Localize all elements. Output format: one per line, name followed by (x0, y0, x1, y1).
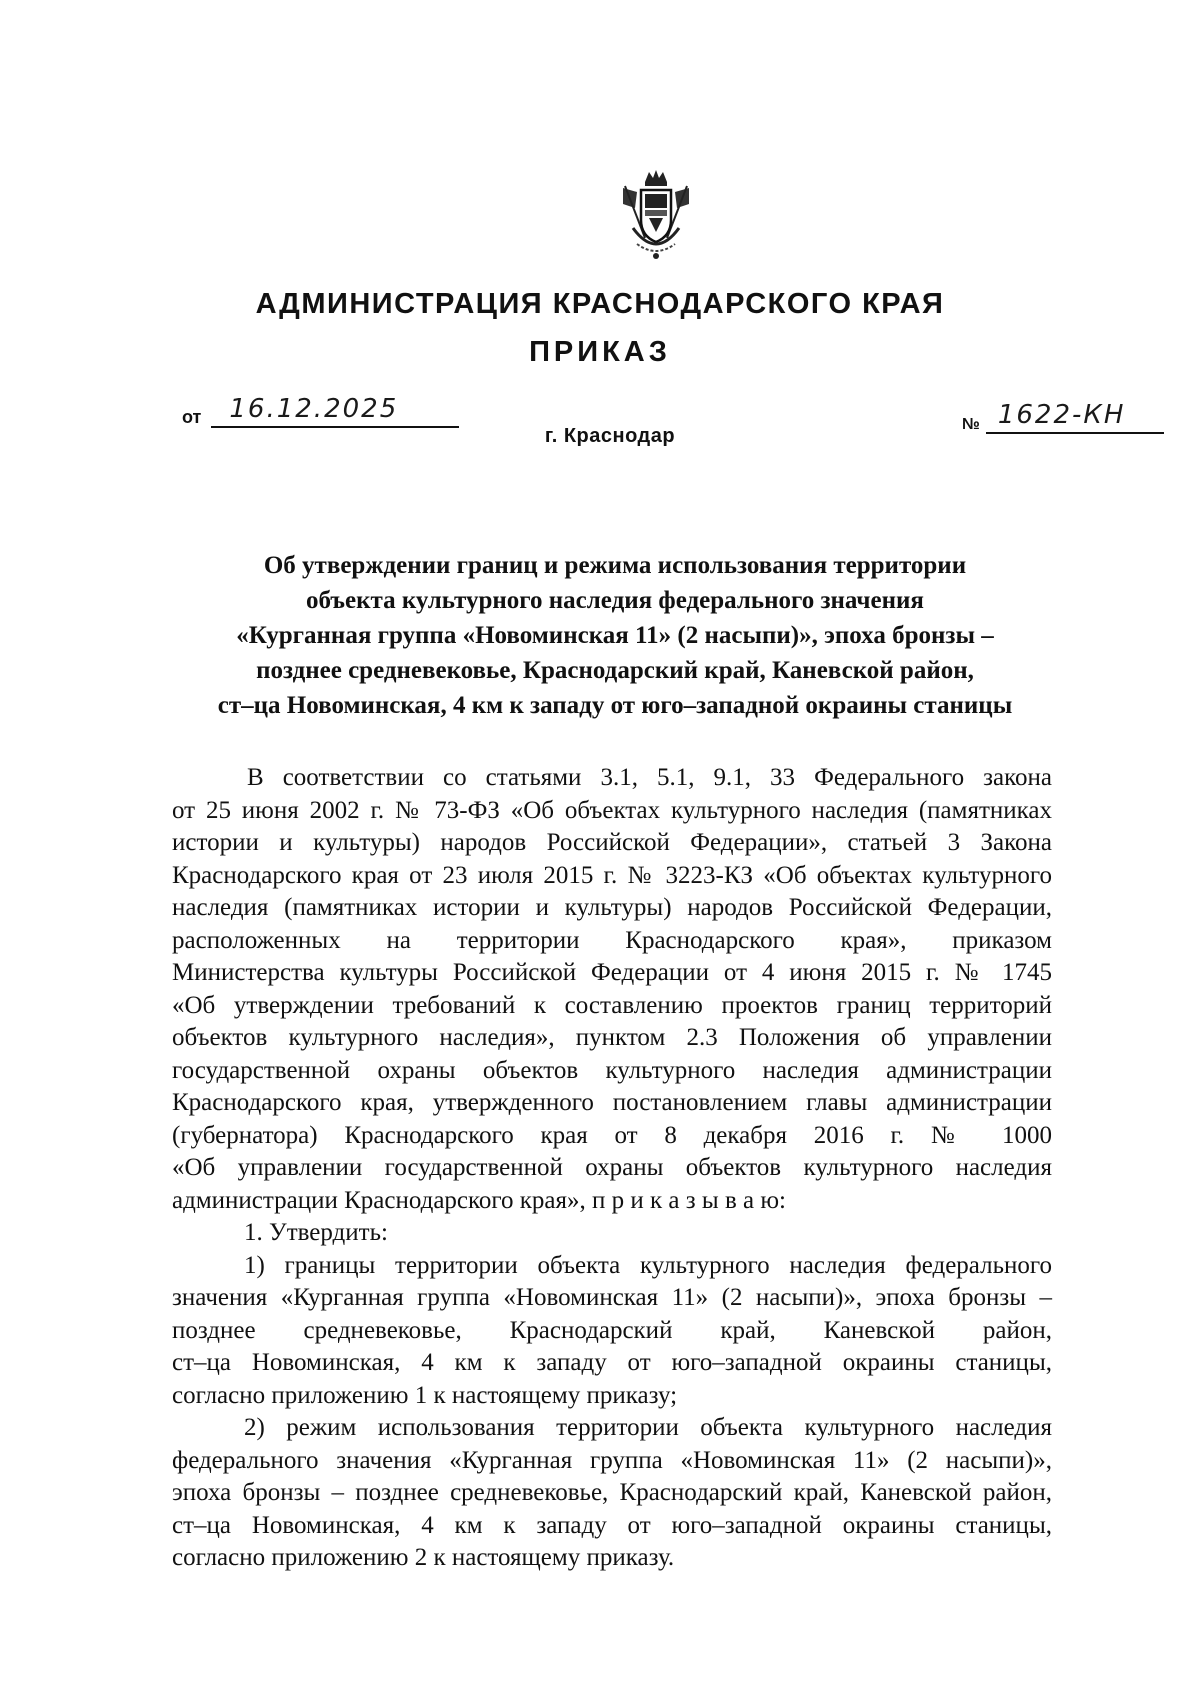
body-line: ст–ца Новоминская, 4 км к западу от юго–западной окраины станицы, (172, 1511, 1052, 1539)
body-line: от 25 июня 2002 г. № 73-ФЗ «Об объектах культурного наследия (памятниках (172, 796, 1052, 824)
handwritten-number: 1622-КН (997, 400, 1126, 430)
body-line: ст–ца Новоминская, 4 км к западу от юго–западной окраины станицы, (172, 1349, 1052, 1376)
organization-name: АДМИНИСТРАЦИЯ КРАСНОДАРСКОГО КРАЯ (255, 288, 945, 320)
body-line: В соответствии со статьями 3.1, 5.1, 9.1, 33 Федерального закона (247, 764, 1052, 791)
body-line: «Об утверждении требований к составлению проектов границ территорий (172, 991, 1052, 1019)
body-line: объектов культурного наследия», пунктом 2.3 Положения об управлении (172, 1024, 1052, 1051)
body-line: 1) границы территории объекта культурного наследия федерального (244, 1251, 1052, 1279)
body-line: значения «Курганная группа «Новоминская 11» (2 насыпи)», эпоха бронзы – (172, 1284, 1052, 1311)
body-line: эпоха бронзы – позднее средневековье, Краснодарский край, Каневской район, (172, 1479, 1052, 1506)
body-line: администрации Краснодарского края», п р и к а з ы в а ю: (172, 1186, 786, 1214)
title-line: «Курганная группа «Новоминская 11» (2 насыпи)», эпоха бронзы – (236, 622, 994, 649)
date-prefix: от (182, 407, 202, 427)
body-line: согласно приложению 1 к настоящему приказу; (172, 1381, 678, 1409)
body-line: Краснодарского края от 23 июля 2015 г. № 3223-КЗ «Об объектах культурного (172, 861, 1052, 889)
body-line: наследия (памятниках истории и культуры) народов Российской Федерации, (172, 894, 1052, 921)
body-line: федерального значения «Курганная группа «Новоминская 11» (2 насыпи)», (172, 1446, 1052, 1474)
coat-of-arms-emblem (615, 168, 697, 264)
body-line: 1. Утвердить: (244, 1219, 388, 1246)
body-line: «Об управлении государственной охраны объектов культурного наследия (172, 1154, 1052, 1181)
date-field (182, 392, 459, 428)
body-line: позднее средневековье, Краснодарский край, Каневской район, (172, 1316, 1052, 1344)
body-line: Краснодарского края, утвержденного постановлением главы администрации (172, 1089, 1052, 1116)
title-line: ст–ца Новоминская, 4 км к западу от юго–западной окраины станицы (217, 692, 1013, 719)
document-title (180, 548, 1050, 723)
body-line: согласно приложению 2 к настоящему приказу. (172, 1544, 675, 1571)
title-line: позднее средневековье, Краснодарский край, Каневской район, (256, 657, 974, 684)
body-line: истории и культуры) народов Российской Федерации», статьей 3 Закона (172, 829, 1052, 856)
document-body (172, 762, 1052, 1575)
title-line: объекта культурного наследия федерального значения (306, 587, 924, 614)
date-underline (211, 396, 459, 428)
body-line: государственной охраны объектов культурного наследия администрации (172, 1056, 1052, 1084)
document-type: ПРИКАЗ (529, 336, 671, 368)
handwritten-date: 16.12.2025 (229, 394, 399, 424)
body-line: Министерства культуры Российской Федерации от 4 июня 2015 г. № 1745 (172, 959, 1052, 986)
body-line: расположенных на территории Краснодарского края», приказом (172, 926, 1052, 954)
title-line: Об утверждении границ и режима использования территории (263, 552, 967, 579)
city-name: г. Краснодар (544, 425, 676, 447)
body-line: (губернатора) Краснодарского края от 8 декабря 2016 г. № 1000 (172, 1121, 1052, 1149)
number-prefix: № (962, 416, 980, 433)
body-line: 2) режим использования территории объекта культурного наследия (244, 1414, 1052, 1441)
